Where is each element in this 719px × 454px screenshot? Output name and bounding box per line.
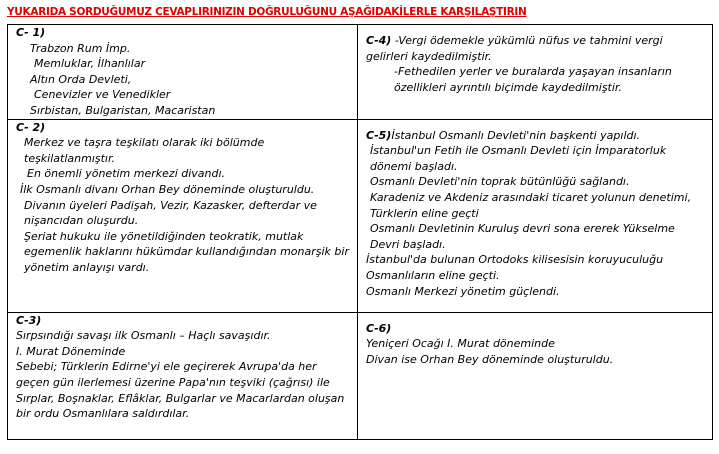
answer-text: Osmanlı Devleti'nin toprak bütünlüğü sağlandı. bbox=[370, 175, 630, 189]
answer-text: Merkez ve taşra teşkilatı olarak iki bölümde teşkilatlanmıştır. bbox=[24, 136, 265, 165]
answer-text: Osmanlı Merkezi yönetim güçlendi. bbox=[366, 284, 560, 298]
answer-cell-c4 bbox=[358, 25, 713, 120]
answer-line: Trabzon Rum İmp. bbox=[30, 41, 131, 55]
answer-heading: C-6) bbox=[366, 321, 392, 335]
answer-text: İlk Osmanlı divanı Orhan Bey döneminde oluşturuldu. bbox=[20, 182, 315, 196]
answer-cell-c1 bbox=[8, 25, 358, 120]
answer-text: Şeriat hukuku ile yönetildiğinden teokratik, mutlak egemenlik haklarını hükümdar kullandığından monarşik bir yönetim anlayışı vardı. bbox=[24, 229, 349, 274]
answer-heading: C- 2) bbox=[16, 120, 46, 134]
answer-cell-c2 bbox=[8, 119, 358, 312]
answer-text: Yeniçeri Ocağı I. Murat döneminde bbox=[366, 337, 555, 351]
answer-text: -Fethedilen yerler ve buralarda yaşayan insanların özellikleri ayrıntılı biçimde kaydedilmiştir. bbox=[394, 65, 672, 94]
answer-line: Sırbistan, Bulgaristan, Macaristan bbox=[30, 103, 216, 117]
answer-text: Karadeniz ve Akdeniz arasındaki ticaret yolunun denetimi, Türklerin eline geçti bbox=[370, 190, 692, 220]
table-row bbox=[8, 119, 713, 312]
answer-text: İstanbul'da bulunan Ortodoks kilisesisin koruyuculuğu Osmanlıların eline geçti. bbox=[366, 253, 664, 282]
answer-line: Cenevizler ve Venedikler bbox=[34, 88, 171, 102]
answer-heading: C- 1) bbox=[16, 26, 46, 39]
answer-text: İstanbul Osmanlı Devleti'nin başkenti yapıldı. bbox=[391, 128, 641, 142]
answer-cell-c5 bbox=[358, 119, 713, 312]
answer-cell-c3 bbox=[8, 312, 358, 439]
answer-cell-c6 bbox=[358, 312, 713, 439]
answer-text: Osmanlı Devletinin Kuruluş devri sona ererek Yükselme Devri başladı. bbox=[370, 222, 675, 251]
answer-line: Altın Orda Devleti, bbox=[30, 72, 132, 86]
answer-text: İstanbul'un Fetih ile Osmanlı Devleti için İmparatorluk dönemi başladı. bbox=[370, 144, 667, 173]
table-row bbox=[8, 312, 713, 439]
answer-text: Sırpsındığı savaşı ilk Osmanlı – Haçlı savaşıdır. bbox=[16, 329, 271, 343]
answers-table bbox=[7, 24, 713, 440]
page-title: YUKARIDA SORDUĞUMUZ CEVAPLIRINIZIN DOĞRULUĞUNU AŞAĞIDAKİLERLE KARŞILAŞTIRIN bbox=[7, 6, 527, 18]
answer-heading: C-3) bbox=[16, 313, 42, 327]
answer-text: I. Murat Döneminde bbox=[16, 344, 126, 358]
table-row bbox=[8, 25, 713, 120]
answer-text: Sebebi; Türklerin Edirne'yi ele geçirerek Avrupa'da her geçen gün ilerlemesi üzerine Papa'nın teşviki (çağrısı) ile Sırplar, Boşnaklar, Eflâklar, Bulgarlar ve Macarlardan oluşan bir ordu Osmanlılara saldırdılar. bbox=[16, 360, 345, 421]
answer-text: En önemli yönetim merkezi divandı. bbox=[27, 167, 226, 181]
answer-line: Memluklar, İlhanlılar bbox=[34, 57, 146, 71]
answer-heading: C-4) bbox=[366, 34, 392, 47]
answer-text: Divanın üyeleri Padişah, Vezir, Kazasker, defterdar ve nişancıdan oluşurdu. bbox=[24, 198, 317, 228]
answer-heading: C-5) bbox=[366, 128, 392, 142]
answer-text: Divan ise Orhan Bey döneminde oluşturuldu. bbox=[366, 352, 614, 366]
answer-text: -Vergi ödemekle yükümlü nüfus ve tahmini vergi gelirleri kaydedilmiştir. bbox=[366, 34, 663, 63]
